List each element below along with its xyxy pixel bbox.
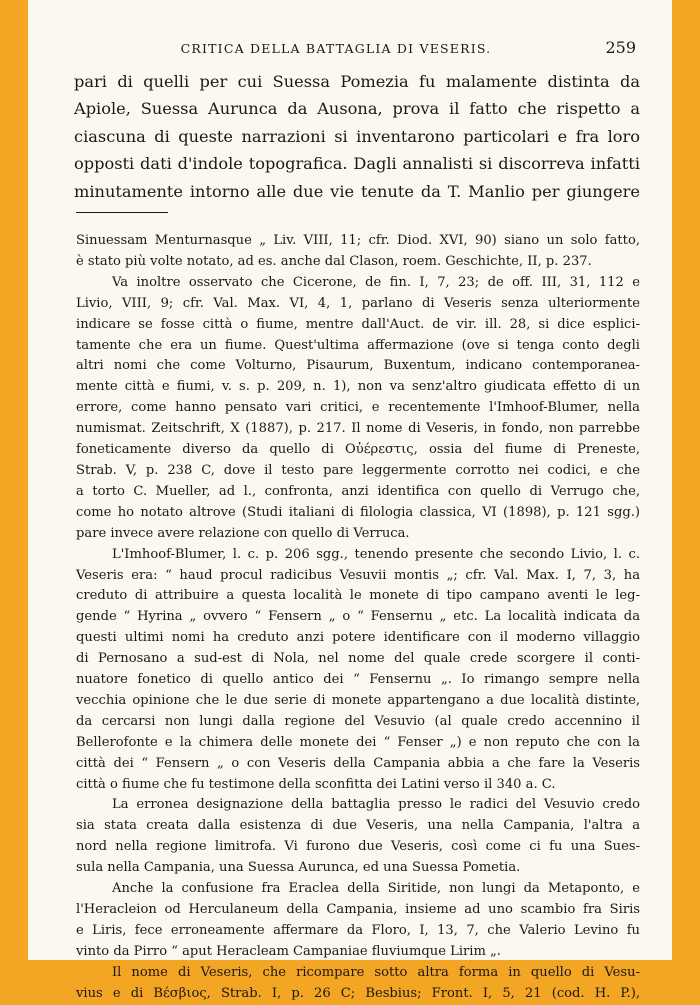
note-line: nuatore fonetico di quello antico dei “ Fensernu „. Io rimango sempre nella — [76, 672, 640, 688]
note-line: l'Heracleion od Herculaneum della Campania, insieme ad uno scambio fra Siris — [76, 902, 640, 917]
note-line: questi ultimi nomi ha creduto anzi potere identificare con il moderno villaggio — [76, 630, 640, 646]
note-line: L'Imhoof-Blumer, l. c. p. 206 sgg., tenendo presente che secondo Livio, l. c. — [112, 546, 640, 562]
note-line: creduto di attribuire a questa località le monete di tipo campano aventi le leg- — [76, 588, 640, 604]
note-line: e Liris, fece erroneamente affermare da Floro, I, 13, 7, che Valerio Levino fu — [76, 922, 640, 938]
note-line: vecchia opinione che le due serie di monete appartengano a due località distinte, — [76, 692, 640, 708]
note-line: foneticamente diverso da quello di Οὐέρεστις, ossia del fiume di Preneste, — [76, 442, 640, 458]
note-line: Livio, VIII, 9; cfr. Val. Max. VI, 4, 1, parlano di Veseris senza ulteriormente — [76, 295, 640, 311]
note-line: Il nome di Veseris, che ricompare sotto altra forma in quello di Vesu- — [112, 964, 640, 980]
note-line: La erronea designazione della battaglia presso le radici del Vesuvio credo — [112, 797, 640, 813]
note-line: vinto da Pirro “ aput Heracleam Campaniae fluviumque Lirim „. — [76, 943, 501, 959]
body-text — [74, 68, 640, 205]
book-page — [28, 0, 672, 1001]
page-header — [76, 38, 636, 58]
footnotes — [76, 231, 640, 1005]
note-line: Veseris era: “ haud procul radicibus Vesuvii montis „; cfr. Val. Max. I, 7, 3, ha — [76, 567, 640, 583]
note-line: Strab. V, p. 238 C, dove il testo pare leggermente corrotto nei codici, e che — [76, 462, 640, 478]
page-number: 259 — [605, 38, 636, 57]
note-line: da cercarsi non lungi dalla regione del Vesuvio (al quale credo accennino il — [76, 713, 640, 729]
note-line: pare invece avere relazione con quello di Verruca. — [76, 525, 410, 541]
note-line: errore, come hanno pensato vari critici, e recentemente l'Imhoof-Blumer, nella — [76, 400, 640, 416]
note-line: tamente che era un fiume. Quest'ultima affermazione (ove si tenga conto degli — [76, 337, 640, 353]
body-line: Apiole, Suessa Aurunca da Ausona, prova il fatto che rispetto a — [74, 99, 640, 119]
body-line: minutamente intorno alle due vie tenute da T. Manlio per giungere — [74, 181, 640, 201]
note-line: città dei “ Fensern „ o con Veseris della Campania abbia a che fare la Veseris — [76, 755, 640, 771]
note-line: sula nella Campania, una Suessa Aurunca, ed una Suessa Pometia. — [76, 860, 521, 876]
note-line: a torto C. Mueller, ad l., confronta, anzi identifica con quello di Verrugo che, — [76, 483, 640, 499]
note-line: nord nella regione limitrofa. Vi furono due Veseris, così come ci fu una Sues- — [76, 839, 640, 855]
note-line: numismat. Zeitschrift, X (1887), p. 217. Il nome di Veseris, in fondo, non parrebbe — [76, 421, 640, 437]
footnote-divider — [76, 212, 168, 213]
note-line: vius e di Βέσβιος, Strab. I, p. 26 C; Besbius; Front. I, 5, 21 (cod. H. P.), — [76, 985, 640, 1001]
note-line: Anche la confusione fra Eraclea della Siritide, non lungi da Metaponto, e — [112, 881, 640, 897]
note-line: città o fiume che fu testimone della sconfitta dei Latini verso il 340 a. C. — [76, 776, 556, 792]
note-line: Sinuessam Menturnasque „ Liv. VIII, 11; cfr. Diod. XVI, 90) siano un solo fatto, — [76, 233, 640, 248]
body-line: opposti dati d'indole topografica. Dagli annalisti si discorreva infatti — [74, 154, 640, 174]
body-line: ciascuna di queste narrazioni si inventarono particolari e fra loro — [74, 126, 640, 146]
note-line: mente città e fiumi, v. s. p. 209, n. 1), non va senz'altro giudicata effetto di un — [76, 379, 640, 395]
note-line: indicare se fosse città o fiume, mentre dall'Auct. de vir. ill. 28, si dice esplici- — [76, 316, 640, 332]
note-line: come ho notato altrove (Studi italiani di filologia classica, VI (1898), p. 121 sgg.) — [76, 504, 640, 520]
note-line: di Pernosano a sud-est di Nola, nel nome del quale crede scorgere il conti- — [76, 651, 640, 667]
note-line: Va inoltre osservato che Cicerone, de fin. I, 7, 23; de off. III, 31, 112 e — [112, 274, 640, 290]
note-line: sia stata creata dalla esistenza di due Veseris, una nella Campania, l'altra a — [76, 818, 640, 834]
body-line: pari di quelli per cui Suessa Pomezia fu malamente distinta da — [74, 72, 640, 91]
note-line: è stato più volte notato, ad es. anche dal Clason, roem. Geschichte, II, p. 237. — [76, 253, 592, 269]
note-line: gende “ Hyrina „ ovvero “ Fensern „ o “ Fensernu „ etc. La località indicata da — [76, 609, 640, 625]
note-line: Bellerofonte e la chimera delle monete dei “ Fenser „) e non reputo che con la — [76, 734, 640, 750]
running-title: CRITICA DELLA BATTAGLIA DI VESERIS. — [180, 41, 492, 56]
note-line: altri nomi che come Volturno, Pisaurum, Buxentum, indicano contemporanea- — [76, 358, 640, 374]
